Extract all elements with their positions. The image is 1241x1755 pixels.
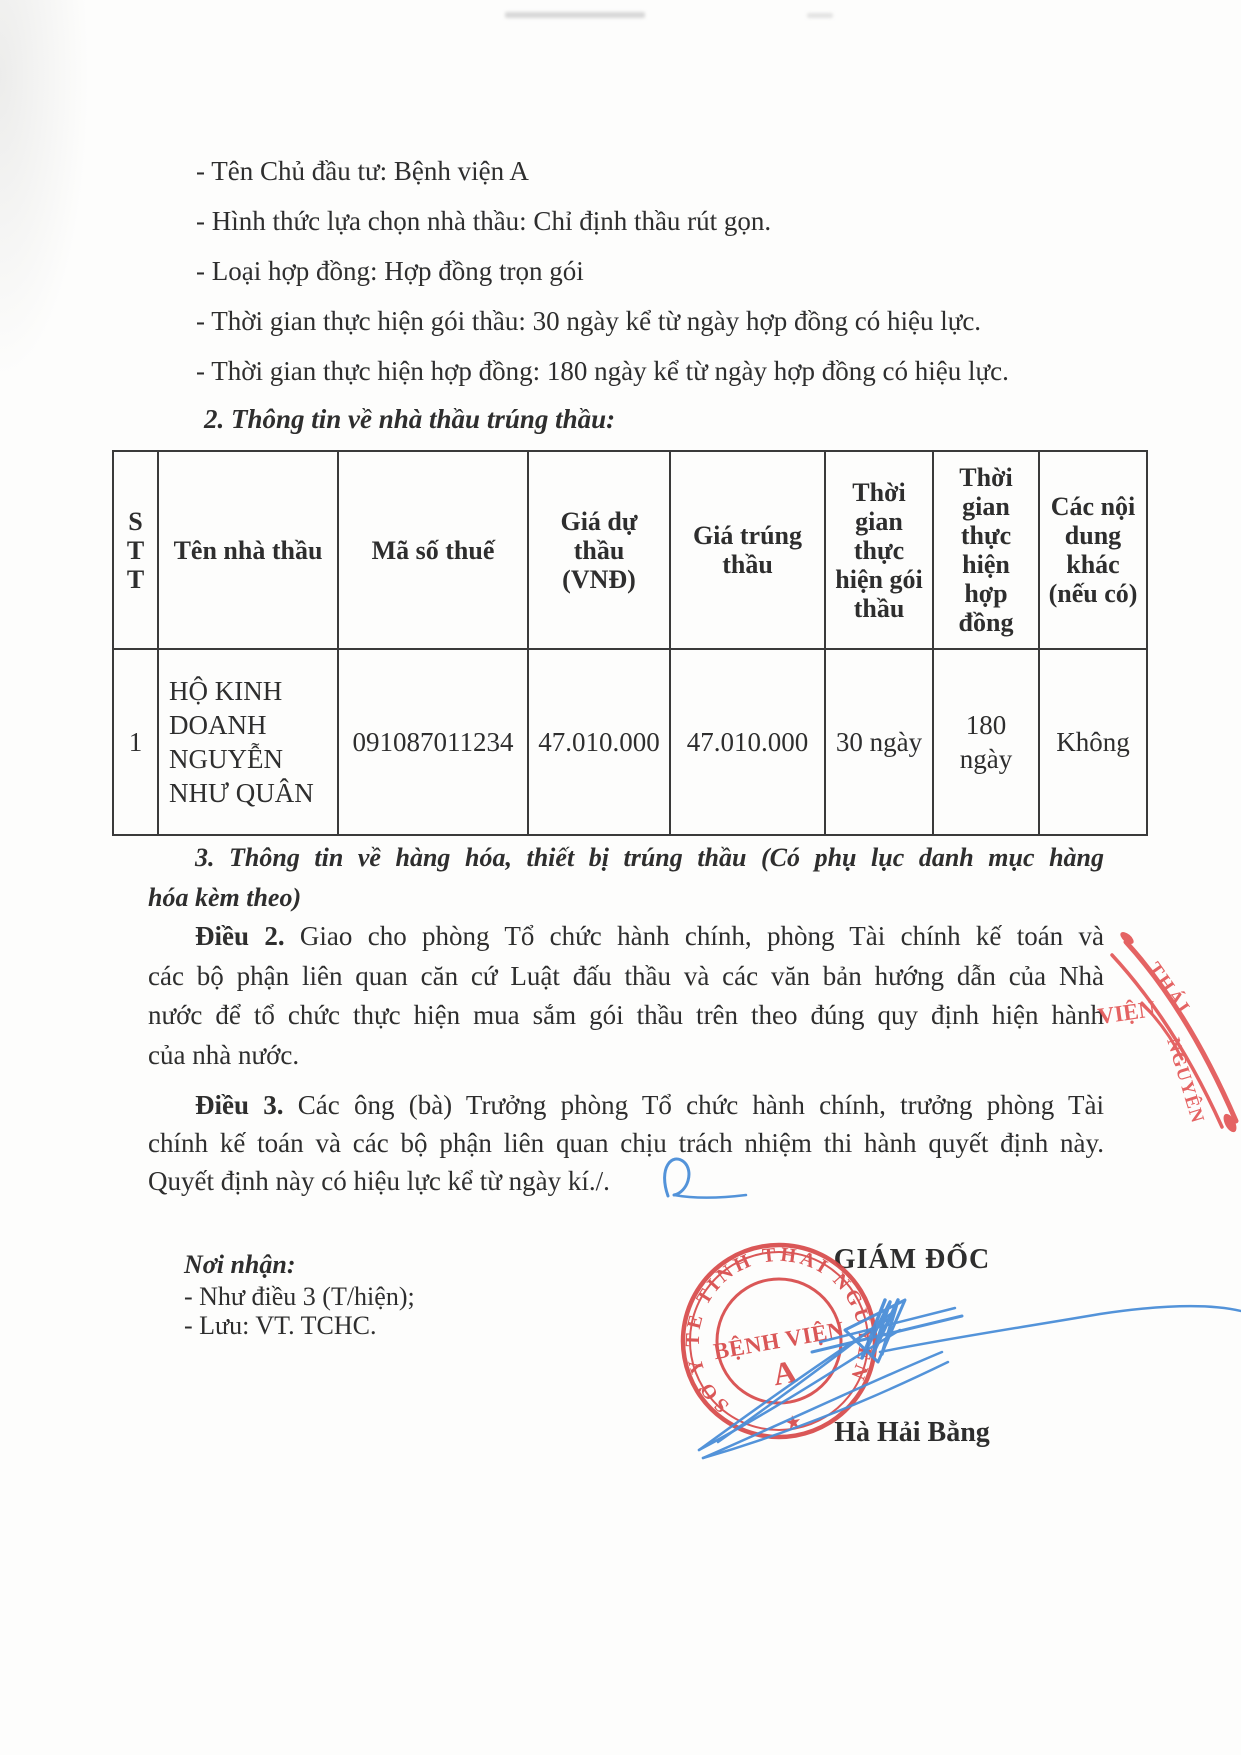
recipient-item: - Lưu: VT. TCHC. xyxy=(184,1311,377,1340)
header-contractor: Tên nhà thầu xyxy=(158,451,338,649)
header-line: đồng xyxy=(958,608,1014,637)
cell-contract-time: 180 ngày xyxy=(933,649,1039,835)
header-stt-line: T xyxy=(126,564,145,594)
cell-bid-price: 47.010.000 xyxy=(528,649,670,835)
edge-stamp-text-thai: THÁI xyxy=(1142,958,1195,1020)
article2-line1 xyxy=(148,917,1104,957)
signature-stroke xyxy=(703,1352,942,1458)
header-stt-line: T xyxy=(126,535,145,565)
section2-heading: 2. Thông tin về nhà thầu trúng thầu: xyxy=(204,404,616,434)
header-line: khác xyxy=(1066,550,1120,579)
header-line: (nếu có) xyxy=(1048,579,1138,608)
header-line: Thời xyxy=(959,463,1013,492)
bullet-selection-form: - Hình thức lựa chọn nhà thầu: Chỉ định thầu rút gọn. xyxy=(196,206,772,236)
cell-other: Không xyxy=(1039,649,1147,835)
section3-heading xyxy=(148,838,1104,918)
header-line: gian xyxy=(855,506,903,536)
section3-line2: hóa kèm theo) xyxy=(148,883,302,912)
article2-line2: các bộ phận liên quan căn cứ Luật đấu thầu và các văn bản hướng dẫn của Nhà xyxy=(148,960,1104,991)
bullet-investor: - Tên Chủ đầu tư: Bệnh viện A xyxy=(196,156,529,186)
header-line: dung xyxy=(1064,521,1122,550)
bullet-contract-type: - Loại hợp đồng: Hợp đồng trọn gói xyxy=(196,256,584,286)
stamp-center-letter: A xyxy=(770,1352,800,1393)
edge-stamp-text-nguyen: NGUYÊN xyxy=(1162,1035,1209,1126)
cell-contractor: HỘ KINH DOANH NGUYỄN NHƯ QUÂN xyxy=(158,649,338,835)
article-2 xyxy=(148,917,1104,1075)
section3-line1: 3. Thông tin về hàng hóa, thiết bị trúng thầu (Có phụ lục danh mục hàng xyxy=(195,843,1104,872)
article2-line4: của nhà nước. xyxy=(148,1039,300,1070)
article2-line3: nước để tổ chức thực hiện mua sắm gói thầu trên theo đúng quy định hiện hành xyxy=(148,1000,1104,1030)
header-other xyxy=(1039,451,1147,649)
article3-line1-text: Các ông (bà) Trưởng phòng Tổ chức hành chính, trưởng phòng Tài xyxy=(283,1090,1105,1120)
header-line: thực xyxy=(853,535,905,565)
stamp-center-text: BỆNH VIỆN xyxy=(711,1316,847,1365)
header-line: hợp xyxy=(964,579,1008,608)
article3-line1 xyxy=(148,1086,1104,1124)
table-row xyxy=(113,649,1147,835)
signature-initial xyxy=(665,1159,689,1196)
article3-line2: chính kế toán và các bộ phận liên quan chịu trách nhiệm thi hành quyết định này. xyxy=(148,1128,1104,1158)
cell-tax-code: 091087011234 xyxy=(338,649,528,835)
header-line: Thời xyxy=(852,477,906,507)
recipient-item: - Như điều 3 (T/hiện); xyxy=(184,1282,415,1311)
scan-artifact xyxy=(807,13,833,18)
header-line: (VNĐ) xyxy=(562,564,636,594)
article3-label: Điều 3. xyxy=(195,1090,284,1120)
header-line: thầu xyxy=(853,593,905,623)
header-stt-line: S xyxy=(128,506,143,536)
table-header-row xyxy=(113,451,1147,649)
edge-stamp-text-vien: VIỆN xyxy=(1096,996,1157,1029)
recipients-label: Nơi nhận: xyxy=(184,1250,296,1279)
bullet-contract-duration: - Thời gian thực hiện hợp đồng: 180 ngày kể từ ngày hợp đồng có hiệu lực. xyxy=(196,356,1009,386)
director-signature xyxy=(550,1140,1241,1470)
article2-label: Điều 2. xyxy=(195,921,285,951)
signature-initial-tail xyxy=(674,1195,746,1198)
header-line: hiện xyxy=(962,550,1010,579)
header-win-price xyxy=(670,451,825,649)
article2-line1-text: Giao cho phòng Tổ chức hành chính, phòng Tài chính kế toán và xyxy=(284,921,1104,951)
header-line: gian xyxy=(962,492,1010,521)
header-line: thực xyxy=(960,521,1012,550)
scan-noise xyxy=(0,0,90,380)
header-line: Các nội xyxy=(1050,492,1136,521)
stamp-ring-text: SỞ Y TẾ TỈNH THÁI NGUYÊN xyxy=(681,1243,877,1417)
header-line: Giá dự thầu xyxy=(560,506,638,565)
header-line: thầu xyxy=(722,550,773,579)
edge-partial-stamp xyxy=(1085,918,1241,1136)
winning-bidder-table xyxy=(112,450,1148,836)
header-contract-time xyxy=(933,451,1039,649)
header-line: hiện gói xyxy=(835,564,923,594)
header-line: Giá trúng xyxy=(692,521,803,550)
article3-line3: Quyết định này có hiệu lực kể từ ngày kí./. xyxy=(148,1166,610,1196)
signer-name: Hà Hải Bằng xyxy=(834,1417,990,1448)
cell-win-price: 47.010.000 xyxy=(670,649,825,835)
header-stt xyxy=(113,451,158,649)
signer-title: GIÁM ĐỐC xyxy=(833,1244,991,1275)
cell-package-time: 30 ngày xyxy=(825,649,933,835)
cell-stt: 1 xyxy=(113,649,158,835)
header-tax-code: Mã số thuế xyxy=(338,451,528,649)
header-bid-price xyxy=(528,451,670,649)
recipients-block xyxy=(184,1250,415,1340)
intro-bullet-list xyxy=(196,146,1206,396)
bullet-package-duration: - Thời gian thực hiện gói thầu: 30 ngày kể từ ngày hợp đồng có hiệu lực. xyxy=(196,306,982,336)
header-package-time xyxy=(825,451,933,649)
scan-artifact xyxy=(505,12,645,18)
signature-stroke xyxy=(699,1330,900,1450)
star-icon: ★ xyxy=(783,1411,804,1436)
